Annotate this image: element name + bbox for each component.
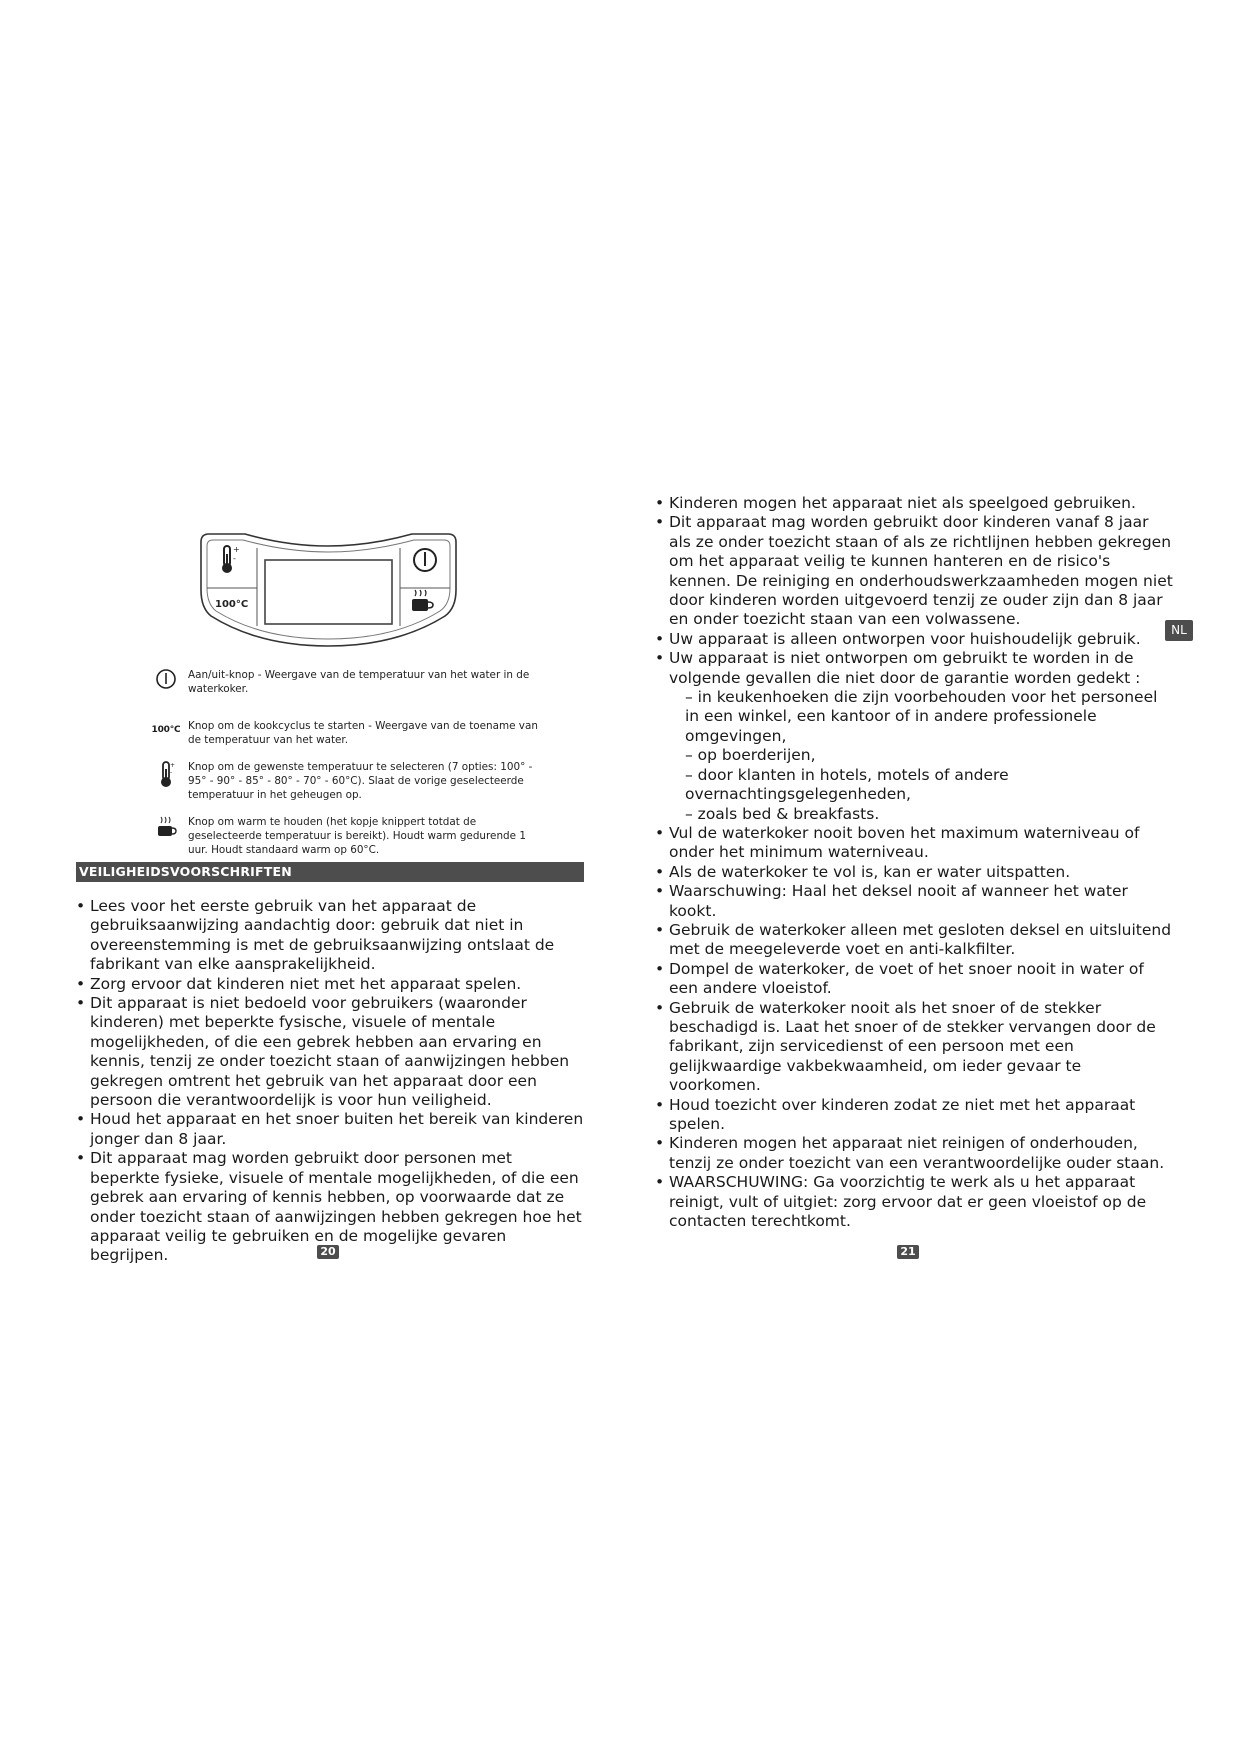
list-item: • Dompel de waterkoker, de voet of het snoer nooit in water of een andere vloeistof. xyxy=(655,960,1175,999)
svg-text:-: - xyxy=(233,554,236,563)
list-item: • Uw apparaat is alleen ontworpen voor huishoudelijk gebruik. xyxy=(655,630,1175,649)
list-item: • Kinderen mogen het apparaat niet als speelgoed gebruiken. xyxy=(655,494,1175,513)
sub-list-item: – door klanten in hotels, motels of andere overnachtingsgelegenheden, xyxy=(685,765,1009,804)
legend-boil-text: Knop om de kookcyclus te starten - Weergave van de toename van de temperatuur van het water. xyxy=(188,720,538,746)
list-item: • Dit apparaat mag worden gebruikt door kinderen vanaf 8 jaar als ze onder toezicht staan of als ze richtlijnen hebben gekregen om het apparaat veilig te kunnen hanteren en de risico's kennen. De reiniging en onderhoudswerkzaamheden mogen niet door kinderen worden uitgevoerd tenzij ze ouder zijn dan 8 jaar en onder toezicht staan van een volwassene. xyxy=(655,513,1175,629)
legend-keep-warm xyxy=(148,815,538,863)
list-item: • Uw apparaat is niet ontworpen om gebruikt te worden in de volgende gevallen die niet door de garantie worden gedekt : xyxy=(655,649,1175,688)
list-item: • Lees voor het eerste gebruik van het apparaat de gebruiksaanwijzing aandachtig door: gebruik dat niet in overeenstemming is met de gebruiksaanwijzing ontslaat de fabrikant van elke aansprakelijkheid. xyxy=(76,897,584,975)
legend-thermometer xyxy=(148,760,538,808)
list-item: • Waarschuwing: Haal het deksel nooit af wanneer het water kookt. xyxy=(655,882,1175,921)
boil-icon-label: 100°C xyxy=(151,725,181,735)
list-item: • WAARSCHUWING: Ga voorzichtig te werk als u het apparaat reinigt, vult of uitgiet: zorg ervoor dat er geen vloeistof op de contacten terechtkomt. xyxy=(655,1173,1175,1231)
list-item: • Dit apparaat is niet bedoeld voor gebruikers (waaronder kinderen) met beperkte fysische, visuele of mentale mogelijkheden, of die een gebrek hebben aan ervaring en kennis, tenzij ze onder toezicht staan of aanwijzingen hebben gekregen omtrent het gebruik van het apparaat door een persoon die verantwoordelijk is voor hun veiligheid. xyxy=(76,994,584,1110)
list-item: • Zorg ervoor dat kinderen niet met het apparaat spelen. xyxy=(76,975,584,994)
boil-icon xyxy=(148,719,184,755)
power-icon xyxy=(148,668,184,704)
svg-text:+: + xyxy=(233,545,240,554)
list-item: • Vul de waterkoker nooit boven het maximum waterniveau of onder het minimum waterniveau. xyxy=(655,824,1175,863)
legend-boil xyxy=(148,719,538,763)
list-item: • Gebruik de waterkoker nooit als het snoer of de stekker beschadigd is. Laat het snoer of de stekker vervangen door de fabrikant, zijn servicedienst of een persoon met een gelijkwaardige vakbekwaamheid, om ieder gevaar te voorkomen. xyxy=(655,999,1175,1096)
svg-text:+: + xyxy=(170,762,176,769)
sub-list-item: – op boerderijen, xyxy=(685,746,816,765)
sub-list-item: – in keukenhoeken die zijn voorbehouden voor het personeel in een winkel, een kantoor of in andere professionele omgevingen, xyxy=(685,688,1158,745)
right-safety-list xyxy=(655,494,1175,1231)
list-item: • Kinderen mogen het apparaat niet reinigen of onderhouden, tenzij ze onder toezicht van een verantwoordelijke ouder staan. xyxy=(655,1134,1175,1173)
legend-thermometer-text: Knop om de gewenste temperatuur te selecteren (7 opties: 100° - 95° - 90° - 85° - 80° - 70° - 60°C). Slaat de vorige geselecteerde temperatuur in het geheugen op. xyxy=(188,761,533,801)
legend-power xyxy=(148,668,538,712)
sub-list-item: – zoals bed & breakfasts. xyxy=(685,804,880,823)
panel-temp-label: 100°C xyxy=(215,599,249,610)
section-title: VEILIGHEIDSVOORSCHRIFTEN xyxy=(76,862,584,882)
list-item: • Als de waterkoker te vol is, kan er water uitspatten. xyxy=(655,863,1175,882)
control-panel-illustration xyxy=(197,530,460,650)
list-item: • Houd het apparaat en het snoer buiten het bereik van kinderen jonger dan 8 jaar. xyxy=(76,1110,584,1149)
left-safety-list xyxy=(76,897,584,1266)
list-item: • Dit apparaat mag worden gebruikt door personen met beperkte fysieke, visuele of mentale mogelijkheden, of die een gebrek aan ervaring of kennis hebben, op voorwaarde dat ze onder toezicht staan of aanwijzingen hebben gekregen hoe het apparaat veilig te gebruiken en de mogelijke gevaren begrijpen. xyxy=(76,1149,584,1265)
keep-warm-cup-icon xyxy=(148,815,184,851)
legend-keep-warm-text: Knop om warm te houden (het kopje knippert totdat de geselecteerde temperatuur is bereikt). Houdt warm gedurende 1 uur. Houdt standaard warm op 60°C. xyxy=(188,816,526,856)
svg-text:-: - xyxy=(170,769,173,776)
list-item: • Houd toezicht over kinderen zodat ze niet met het apparaat spelen. xyxy=(655,1096,1175,1135)
page-number-left: 20 xyxy=(317,1245,339,1259)
list-item: • Gebruik de waterkoker alleen met gesloten deksel en uitsluitend met de meegeleverde voet en anti-kalkfilter. xyxy=(655,921,1175,960)
language-badge: NL xyxy=(1165,620,1193,641)
page-number-right: 21 xyxy=(897,1245,919,1259)
thermometer-icon xyxy=(148,760,184,796)
legend-power-text: Aan/uit-knop - Weergave van de temperatuur van het water in de waterkoker. xyxy=(188,669,530,695)
